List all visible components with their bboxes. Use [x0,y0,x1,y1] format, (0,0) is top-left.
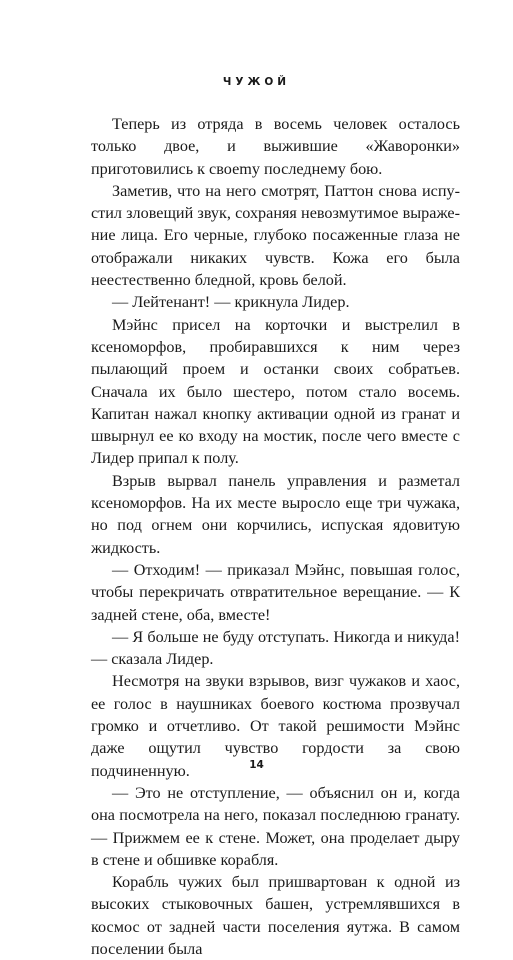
paragraph: Корабль чужих был пришвартован к одной из высоких стыковочных башен, устремлявшихся в космос от задней части поселения яутжа. В самом поселении была [91,873,460,958]
paragraph: — Лейтенант! — крикнула Лидер. [112,293,350,312]
paragraph: Мэйнс присел на корточки и выстрелил в ксеноморфов, пробиравшихся к ним через пылающий проем и останки своих собратьев. Сначала их было шестеро, потом стало восемь. Капитан нажал кнопку активации одной из гранат и швырнул ее ко входу на мостик, после чего вместе с Лидер припал к полу. [91,315,460,468]
paragraph: Несмотря на звуки взрывов, визг чужаков и хаос, ее голос в наушниках боевого костюма прозвучал громко и отчетливо. От такой решимости Мэйнс даже ощутил чувство гордости за свою подчиненную. [91,672,460,780]
paragraph: Теперь из отряда в восемь человек осталось только двое, и выжившие «Жаворонки» приготовились к своеmу последнему бою. [91,115,460,178]
paragraph: — Отходим! — приказал Мэйнс, повышая голос, чтобы перекричать отвратительное верещание. — К задней стене, оба, вместе! [91,560,460,624]
page-number: 14 [249,759,264,771]
paragraph: Заметив, что на него смотрят, Паттон снова испустил зловещий звук, сохраняя невозмутимое выражение лица. Его черные, глубоко посаженные глаза не отображали никаких чувств. Кожа его была неестественно бледной, кровь белой. [91,181,460,290]
paragraph: Взрыв вырвал панель управления и разметал ксеноморфов. На их месте выросло еще три чужака, но под огнем они корчились, испуская ядовитую жидкость. [91,471,460,557]
main-text [91,113,460,960]
paragraph: — Это не отступление, — объяснил он и, когда она посмотрела на него, показал последнюю гранату. — Прижмем ее к стене. Может, она проделает дыру в стене и обшивке корабля. [91,783,460,869]
paragraph: — Я больше не буду отступать. Никогда и никуда! — сказала Лидер. [91,627,460,669]
running-title: ЧУЖОЙ [222,76,291,88]
